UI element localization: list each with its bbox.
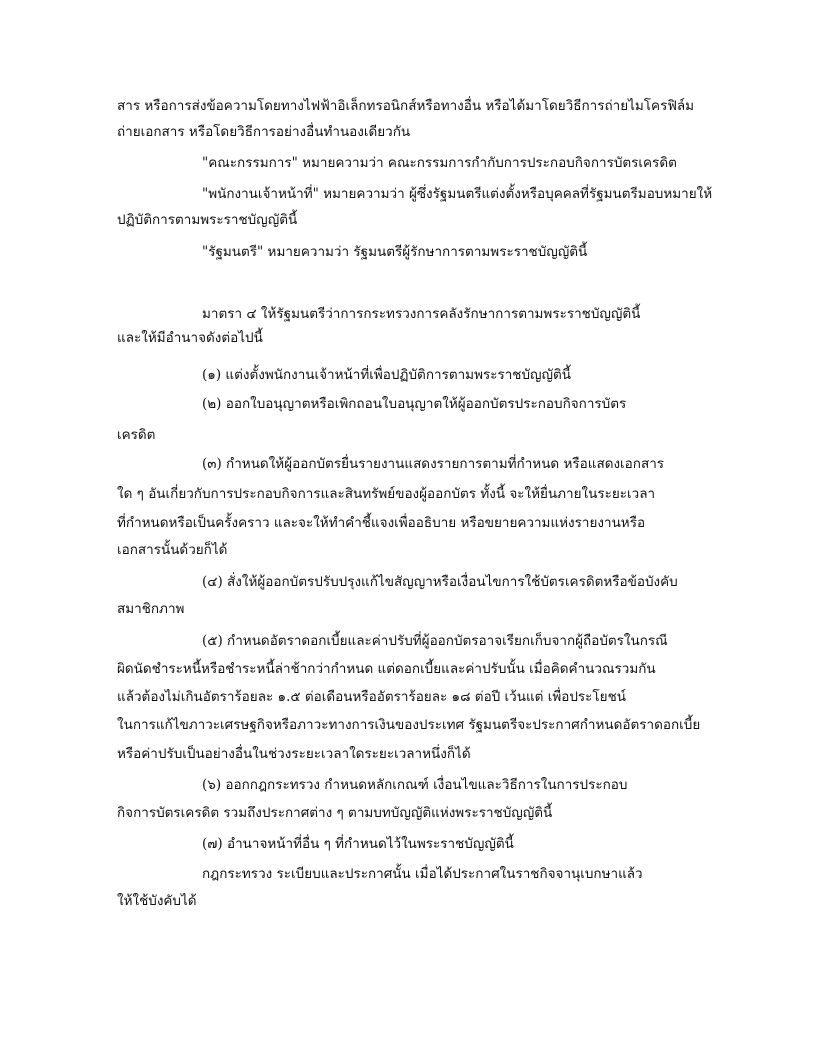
text-line: ถ่ายเอกสาร หรือโดยวิธีการอย่างอื่นทำนองเดียวกัน [117,124,411,140]
definition-committee: "คณะกรรมการ" หมายความว่า คณะกรรมการกำกับการประกอบกิจการบัตรเครดิต [202,155,677,171]
definition-official: "พนักงานเจ้าหน้าที่" หมายความว่า ผู้ซึ่งรัฐมนตรีแต่งตั้งหรือบุคคลที่รัฐมนตรีมอบหมายให้ [202,186,713,202]
item-3: (๓) กำหนดให้ผู้ออกบัตรยื่นรายงานแสดงรายการตามที่กำหนด หรือแสดงเอกสาร [202,456,665,472]
item-1: (๑) แต่งตั้งพนักงานเจ้าหน้าที่เพื่อปฏิบัติการตามพระราชบัญญัตินี้ [202,367,572,383]
text-line: ในการแก้ไขภาวะเศรษฐกิจหรือภาวะทางการเงินของประเทศ รัฐมนตรีจะประกาศกำหนดอัตราดอกเบี้ย [117,717,701,733]
text-line: เครดิต [117,427,156,443]
text-line: สาร หรือการส่งข้อความโดยทางไฟฟ้าอิเล็กทรอนิกส์หรือทางอื่น หรือได้มาโดยวิธีการถ่ายไมโครฟิล์ม [117,98,695,114]
text-line: ปฏิบัติการตามพระราชบัญญัตินี้ [117,212,298,228]
definition-minister: "รัฐมนตรี" หมายความว่า รัฐมนตรีผู้รักษาการตามพระราชบัญญัตินี้ [202,244,588,260]
item-6: (๖) ออกกฎกระทรวง กำหนดหลักเกณฑ์ เงื่อนไขและวิธีการในการประกอบ [202,777,628,793]
text-line: ให้ใช้บังคับได้ [117,893,197,909]
text-line: แล้วต้องไม่เกินอัตราร้อยละ ๑.๕ ต่อเดือนหรืออัตราร้อยละ ๑๘ ต่อปี เว้นแต่ เพื่อประโยชน์ [117,689,626,705]
text-line: และให้มีอำนาจดังต่อไปนี้ [117,330,263,346]
item-5: (๕) กำหนดอัตราดอกเบี้ยและค่าปรับที่ผู้ออกบัตรอาจเรียกเก็บจากผู้ถือบัตรในกรณี [202,633,668,649]
text-line: ใด ๆ อันเกี่ยวกับการประกอบกิจการและสินทรัพย์ของผู้ออกบัตร ทั้งนี้ จะให้ยื่นภายในระยะเวลา [117,486,656,502]
section-4-heading: มาตรา ๔ ให้รัฐมนตรีว่าการกระทรวงการคลังรักษาการตามพระราชบัญญัตินี้ [202,306,641,322]
closing-paragraph: กฎกระทรวง ระเบียบและประกาศนั้น เมื่อได้ประกาศในราชกิจจานุเบกษาแล้ว [202,866,643,882]
text-line: หรือค่าปรับเป็นอย่างอื่นในช่วงระยะเวลาใดระยะเวลาหนึ่งก็ได้ [117,746,471,762]
text-line: ผิดนัดชำระหนี้หรือชำระหนี้ล่าช้ากว่ากำหนด แต่ดอกเบี้ยและค่าปรับนั้น เมื่อคิดคำนวณรวมกัน [117,661,656,677]
item-2: (๒) ออกใบอนุญาตหรือเพิกถอนใบอนุญาตให้ผู้ออกบัตรประกอบกิจการบัตร [202,396,627,412]
item-4: (๔) สั่งให้ผู้ออกบัตรปรับปรุงแก้ไขสัญญาหรือเงื่อนไขการใช้บัตรเครดิตหรือข้อบังคับ [202,574,678,590]
text-line: ที่กำหนดหรือเป็นครั้งคราว และจะให้ทำคำชี้แจงเพื่ออธิบาย หรือขยายความแห่งรายงานหรือ [117,515,646,531]
text-line: กิจการบัตรเครดิต รวมถึงประกาศต่าง ๆ ตามบทบัญญัติแห่งพระราชบัญญัตินี้ [117,805,553,821]
text-line: เอกสารนั้นด้วยก็ได้ [117,542,228,558]
text-line: สมาชิกภาพ [117,601,185,617]
item-7: (๗) อำนาจหน้าที่อื่น ๆ ที่กำหนดไว้ในพระราชบัญญัตินี้ [202,836,514,852]
